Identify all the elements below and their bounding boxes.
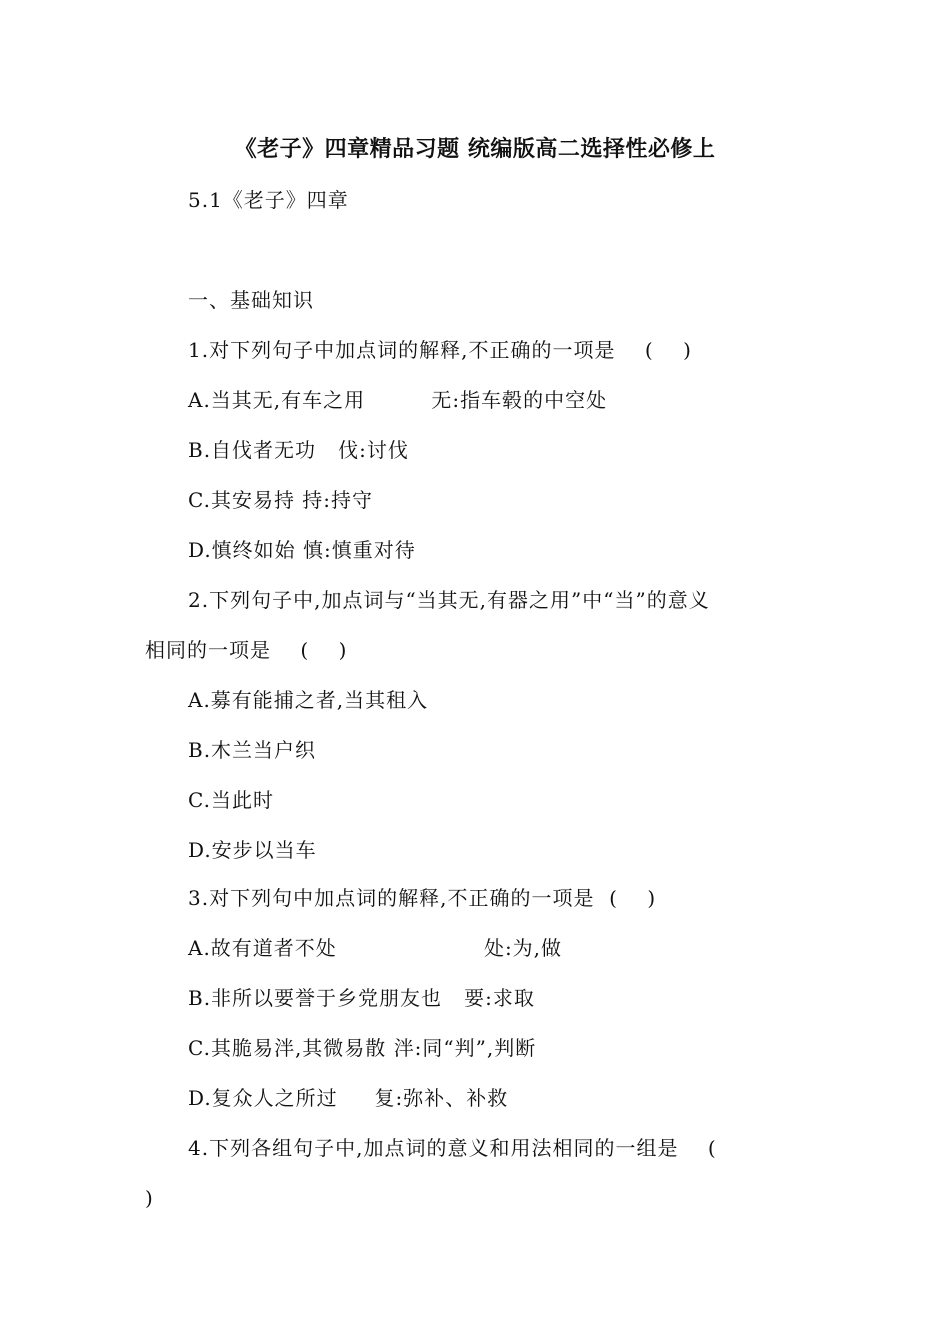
part-heading: 一、基础知识 bbox=[188, 288, 314, 312]
question-2-stem: 2.下列句子中,加点词与“当其无,有器之用”中“当”的意义 bbox=[188, 588, 710, 612]
question-4-stem: 4.下列各组句子中,加点词的意义和用法相同的一组是 ( bbox=[188, 1136, 717, 1160]
q3-option-a: A.故有道者不处 处:为,做 bbox=[188, 936, 563, 960]
q2-option-c: C.当此时 bbox=[188, 788, 274, 812]
question-3-stem: 3.对下列句中加点词的解释,不正确的一项是 ( ) bbox=[188, 886, 657, 910]
document-title: 《老子》四章精品习题 统编版高二选择性必修上 bbox=[234, 137, 716, 162]
q1-option-a: A.当其无,有车之用 无:指车毂的中空处 bbox=[188, 388, 608, 412]
question-2-stem-cont: 相同的一项是 ( ) bbox=[145, 638, 348, 662]
q2-option-d: D.安步以当车 bbox=[188, 838, 317, 862]
question-4-stem-cont: ) bbox=[145, 1186, 154, 1210]
q1-option-c: C.其安易持 持:持守 bbox=[188, 488, 374, 512]
section-heading: 5.1《老子》四章 bbox=[188, 188, 349, 212]
q3-option-d: D.复众人之所过 复:弥补、补救 bbox=[188, 1086, 509, 1110]
q2-option-a: A.募有能捕之者,当其租入 bbox=[188, 688, 429, 712]
q1-option-b: B.自伐者无功 伐:讨伐 bbox=[188, 438, 409, 462]
q3-option-b: B.非所以要誉于乡党朋友也 要:求取 bbox=[188, 986, 535, 1010]
q2-option-b: B.木兰当户织 bbox=[188, 738, 317, 762]
q3-option-c: C.其脆易泮,其微易散 泮:同“判”,判断 bbox=[188, 1036, 537, 1060]
question-1-stem: 1.对下列句子中加点词的解释,不正确的一项是 ( ) bbox=[188, 338, 692, 362]
q1-option-d: D.慎终如始 慎:慎重对待 bbox=[188, 538, 416, 562]
